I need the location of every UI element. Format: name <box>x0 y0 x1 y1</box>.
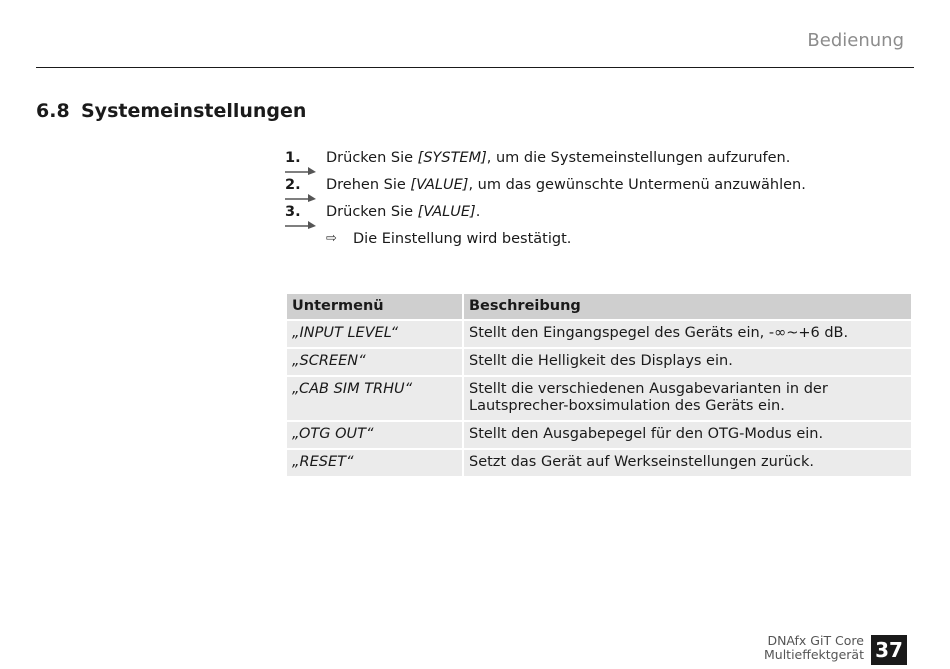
submenu-description: Stellt die Helligkeit des Displays ein. <box>464 349 911 375</box>
step-number: 1. <box>285 150 301 166</box>
section-header: Bedienung <box>807 30 904 51</box>
header-description: Beschreibung <box>464 294 911 319</box>
step-arrow-icon <box>285 221 317 229</box>
section-number: 6.8 <box>36 100 70 122</box>
section-title: Systemeinstellungen <box>81 100 307 122</box>
footer-product <box>764 634 864 662</box>
table-header-row <box>287 294 911 319</box>
step-text: Drehen Sie [VALUE], um das gewünschte Untermenü anzuwählen. <box>326 177 806 193</box>
submenu-table <box>285 292 913 478</box>
step-number: 2. <box>285 177 301 193</box>
submenu-name: „CAB SIM TRHU“ <box>287 377 462 420</box>
step-arrow-icon <box>285 194 317 202</box>
header-submenu: Untermenü <box>287 294 462 319</box>
result-arrow-icon: ⇨ <box>326 231 337 246</box>
header-rule <box>36 67 914 68</box>
submenu-description: Stellt die verschiedenen Ausgabevarianten in der Lautsprecher-boxsimulation des Geräts ein. <box>464 377 911 420</box>
result-text: Die Einstellung wird bestätigt. <box>353 231 572 247</box>
submenu-description: Stellt den Ausgabepegel für den OTG-Modus ein. <box>464 422 911 448</box>
submenu-name: „SCREEN“ <box>287 349 462 375</box>
page-number: 37 <box>871 635 907 665</box>
submenu-name: „OTG OUT“ <box>287 422 462 448</box>
table-row <box>287 377 911 420</box>
submenu-name: „INPUT LEVEL“ <box>287 321 462 347</box>
step-arrow-icon <box>285 167 317 175</box>
submenu-description: Setzt das Gerät auf Werkseinstellungen zurück. <box>464 450 911 476</box>
table-row <box>287 349 911 375</box>
table-row <box>287 321 911 347</box>
step-text: Drücken Sie [SYSTEM], um die Systemeinstellungen aufzurufen. <box>326 150 791 166</box>
step-number: 3. <box>285 204 301 220</box>
submenu-description: Stellt den Eingangspegel des Geräts ein, -∞~+6 dB. <box>464 321 911 347</box>
product-subtitle: Multieffektgerät <box>763 647 864 662</box>
table-row <box>287 422 911 448</box>
product-name: DNAfx GiT Core <box>767 633 864 648</box>
step-text: Drücken Sie [VALUE]. <box>326 204 481 220</box>
submenu-name: „RESET“ <box>287 450 462 476</box>
table-row <box>287 450 911 476</box>
section-heading <box>36 100 306 122</box>
